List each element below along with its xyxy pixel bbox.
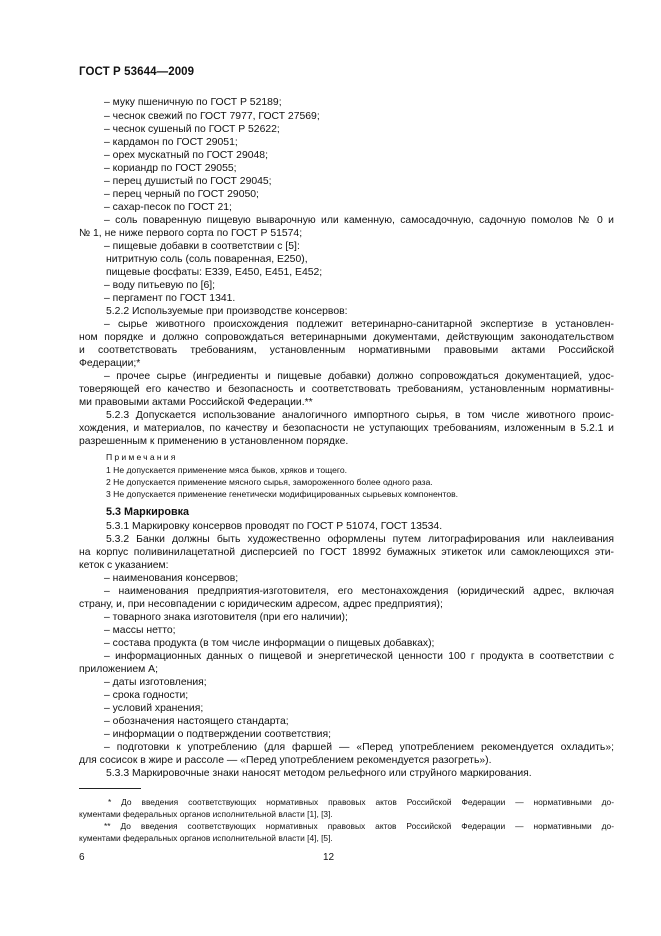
text-line: нитритную соль (соль поваренная, Е250), [106, 254, 308, 265]
footnote: * До введения соответствующих нормативных правовых актов Российской Федерации — нормативными до- [108, 797, 614, 807]
list-item: – воду питьевую по [6]; [104, 280, 216, 291]
text-line: для сосисок в жире и рассоле — «Перед употреблением рекомендуется разогреть»). [79, 755, 492, 766]
text-line: пищевые фосфаты: Е339, Е450, Е451, Е452; [106, 267, 323, 278]
note-item: 2 Не допускается применение мясного сырья, замороженного более одного раза. [106, 477, 433, 487]
text-line: – прочее сырье (ингредиенты и пищевые добавки) должно сопровождаться документацией, удос- [104, 371, 614, 382]
clause-text: 5.2.3 Допускается использование аналогичного импортного сырья, в том числе животного проис- [106, 410, 614, 421]
list-item: – условий хранения; [104, 703, 204, 714]
text-line: страну, и, при несовпадении с юридическим адресом, адрес предприятия); [79, 599, 443, 610]
list-item: – чеснок свежий по ГОСТ 7977, ГОСТ 27569; [104, 111, 320, 122]
list-item: – срока годности; [104, 690, 189, 701]
text-line: ми правовыми актами Российской Федерации.** [79, 397, 313, 408]
clause-text: 5.3.2 Банки должны быть художественно оформлены путем литографирования или наклеивания [106, 534, 614, 545]
note-item: 3 Не допускается применение генетически модифицированных сырьевых компонентов. [106, 489, 459, 499]
document-header: ГОСТ Р 53644—2009 [79, 66, 195, 78]
list-item: – соль поваренную пищевую выварочную или каменную, самосадочную, садочную помолов № 0 и [104, 215, 614, 226]
text-line: – сырье животного происхождения подлежит ветеринарно-санитарной экспертизе в установлен- [104, 319, 614, 330]
clause-text: 5.3.3 Маркировочные знаки наносят методом рельефного или струйного маркирования. [106, 768, 532, 779]
clause-text: 5.2.2 Используемые при производстве консервов: [106, 306, 348, 317]
list-item: – чеснок сушеный по ГОСТ Р 52622; [104, 124, 280, 135]
note-item: 1 Не допускается применение мяса быков, хряков и тощего. [106, 465, 348, 475]
text-line: Федерации;* [79, 358, 141, 369]
list-item: – кардамон по ГОСТ 29051; [104, 137, 238, 148]
list-item: – орех мускатный по ГОСТ 29048; [104, 150, 268, 161]
notes-heading: Примечания [106, 452, 178, 462]
footnote: ** До введения соответствующих нормативных правовых актов Российской Федерации — нормативными до- [104, 821, 614, 831]
text-line: на корпус поливинилацетатной дисперсией по ГОСТ 18992 бумажных этикеток или самоклеющихся эти- [79, 547, 614, 558]
text-line: ном порядке и должно сопровождаться ветеринарными документами, действующим законодательством [79, 332, 614, 343]
text-line: и соответствовать требованиям, установленным нормативными правовыми актами Российской [79, 345, 614, 356]
text-line: приложением А; [79, 664, 158, 675]
list-item: – наименования консервов; [104, 573, 239, 584]
list-item: – товарного знака изготовителя (при его наличии); [104, 612, 348, 623]
list-item: – муку пшеничную по ГОСТ Р 52189; [104, 97, 282, 108]
list-item: – наименования предприятия-изготовителя, его местонахождения (юридический адрес, включая [104, 586, 614, 597]
list-item: – перец черный по ГОСТ 29050; [104, 189, 259, 200]
text-line: № 1, не ниже первого сорта по ГОСТ Р 51574; [79, 228, 303, 239]
text-line: товеряющей его качество и безопасность и соответствовать требованиям, установленным нормативны- [79, 384, 614, 395]
list-item: – информации о подтверждении соответствия; [104, 729, 332, 740]
list-item: – обозначения настоящего стандарта; [104, 716, 289, 727]
sheet-number: 12 [323, 852, 335, 863]
list-item: – перец душистый по ГОСТ 29045; [104, 176, 272, 187]
text-line: хождения, и материалов, по качеству и безопасности не уступающих требованиям, изложенным в 5.2.1 и [79, 423, 614, 434]
text-line: разрешенным к применению в установленном порядке. [79, 436, 349, 447]
list-item: – даты изготовления; [104, 677, 207, 688]
page-number: 6 [79, 852, 85, 863]
list-item: – пергамент по ГОСТ 1341. [104, 293, 236, 304]
footnote: кументами федеральных органов исполнительной власти [1], [3]. [79, 809, 333, 819]
list-item: – сахар-песок по ГОСТ 21; [104, 202, 232, 213]
text-line: кеток с указанием: [79, 560, 169, 571]
section-title: 5.3 Маркировка [106, 506, 190, 518]
clause-text: 5.3.1 Маркировку консервов проводят по ГОСТ Р 51074, ГОСТ 13534. [106, 521, 443, 532]
list-item: – подготовки к употреблению (для фаршей — «Перед употреблением рекомендуется охладить»; [104, 742, 614, 753]
list-item: – кориандр по ГОСТ 29055; [104, 163, 237, 174]
footnote: кументами федеральных органов исполнительной власти [4], [5]. [79, 833, 333, 843]
list-item: – состава продукта (в том числе информации о пищевых добавках); [104, 638, 435, 649]
footnote-divider [79, 788, 141, 789]
list-item: – информационных данных о пищевой и энергетической ценности 100 г продукта в соответствии с [104, 651, 614, 662]
list-item: – пищевые добавки в соответствии с [5]: [104, 241, 300, 252]
list-item: – массы нетто; [104, 625, 176, 636]
